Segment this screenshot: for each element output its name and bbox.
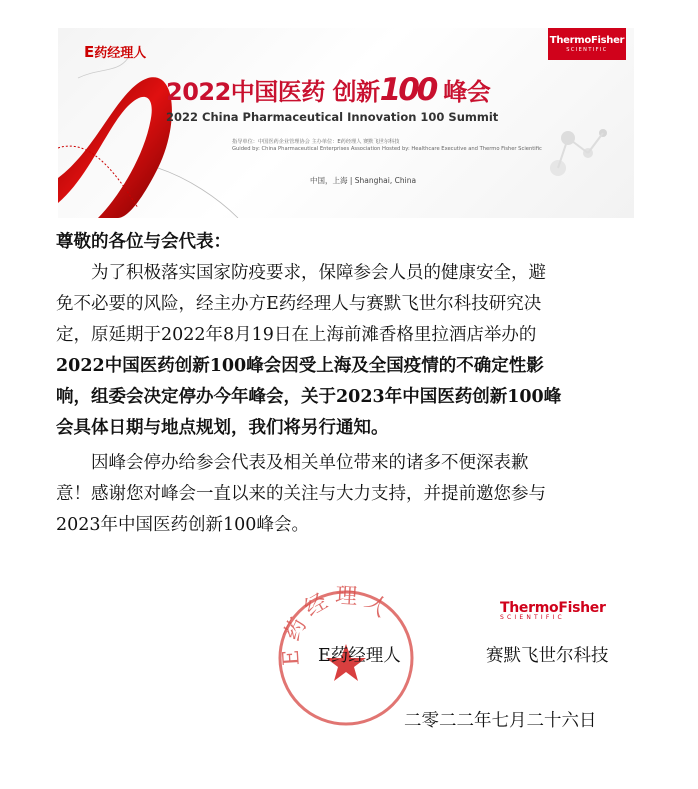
summit-title-cn-prefix: 2022中国医药 创新 [166,78,380,106]
thermofisher-signature-logo [500,600,606,621]
letter-date: 二零二二年七月二十六日 [404,711,597,731]
paragraph-1-line: 为了积极落实国家防疫要求，保障参会人员的健康安全，避 [56,263,546,283]
e-pharma-logo-prefix: E [84,43,95,61]
summit-title-cn-suffix: 峰会 [435,78,491,106]
location-line: 中国，上海 | Shanghai, China [310,176,417,185]
thermofisher-signature-logo-sub: SCIENTIFIC [500,614,565,621]
summit-title-cn-number: 100 [379,72,436,108]
signatory-e-pharma: E药经理人 [318,646,401,666]
thermofisher-banner-logo [548,28,626,60]
paragraph-1-line: 免不必要的风险，经主办方E药经理人与赛默飞世尔科技研究决 [56,294,542,314]
host-line-en: Guided by: China Pharmaceutical Enterprises Association Hosted by: Healthcare Executive and Thermo Fisher Scientific [232,146,542,152]
paragraph-1 [56,258,636,444]
paragraph-2-line: 因峰会停办给参会代表及相关单位带来的诸多不便深表歉 [56,453,529,473]
paragraph-1-line: 定，原延期于2022年8月19日在上海前滩香格里拉酒店举办的 [56,325,537,345]
e-pharma-logo-text: 药经理人 [94,46,147,61]
paragraph-2 [56,448,636,541]
paragraph-2-line: 2023年中国医药创新100峰会。 [56,515,309,535]
paragraph-2-line: 意！感谢您对峰会一直以来的关注与大力支持，并提前邀您参与 [56,484,546,504]
molecule-decoration [528,108,628,208]
paragraph-1-bold-line: 会具体日期与地点规划，我们将另行通知。 [56,418,389,438]
e-pharma-logo [84,42,146,61]
event-banner [58,28,634,218]
summit-title-cn [166,72,490,108]
seal-text: E药经理人 [278,583,398,667]
thermofisher-signature-logo-name: ThermoFisher [500,600,606,616]
paragraph-1-bold-line: 2022中国医药创新100峰会因受上海及全国疫情的不确定性影 [56,356,544,376]
host-line-cn: 指导单位：中国医药企业管理协会 主办单位：E药经理人 赛默飞世尔科技 [232,139,400,145]
paragraph-1-bold-line: 响，组委会决定停办今年峰会，关于2023年中国医药创新100峰 [56,387,562,407]
salutation: 尊敬的各位与会代表： [56,232,231,252]
thermofisher-banner-logo-sub: SCIENTIFIC [566,47,608,53]
thermofisher-banner-logo-name: ThermoFisher [549,35,625,46]
signatory-thermofisher: 赛默飞世尔科技 [486,646,609,666]
summit-title-en: 2022 China Pharmaceutical Innovation 100 Summit [166,110,499,124]
